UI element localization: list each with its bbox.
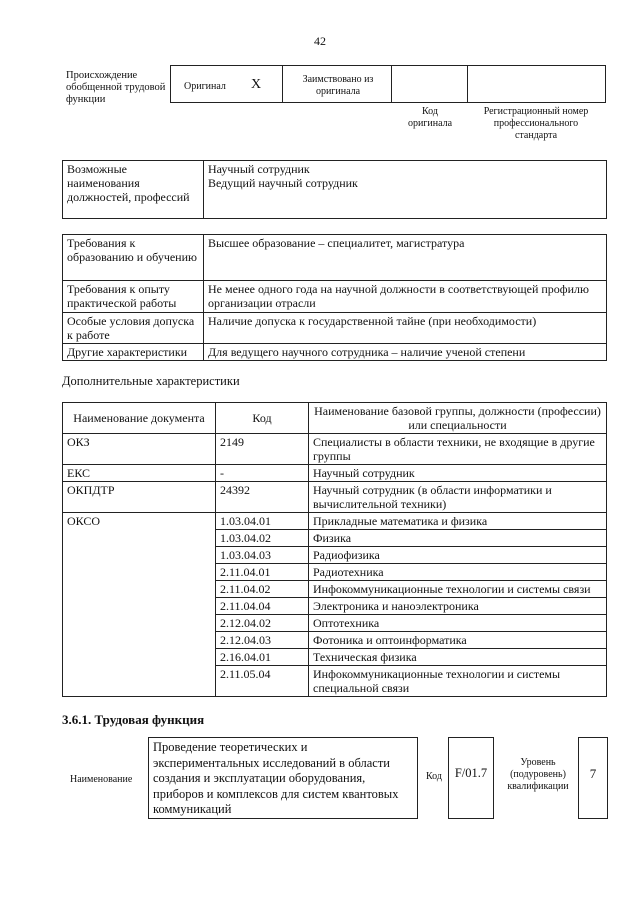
header-code: Код bbox=[216, 403, 309, 434]
req-label-education: Требования к образованию и обучению bbox=[63, 235, 204, 281]
page-number: 42 bbox=[314, 34, 326, 48]
row-code: 24392 bbox=[216, 482, 309, 513]
origin-table bbox=[170, 65, 606, 103]
function-name-value: Проведение теоретических и экспериментальных исследований в области создания и эксплуатации оборудования, приборов и комплексов для систем квантовых коммуникаций bbox=[153, 740, 399, 816]
row-code: - bbox=[216, 465, 309, 482]
additional-title: Дополнительные характеристики bbox=[62, 374, 240, 388]
function-level-label: Уровень (подуровень) квалификации bbox=[507, 757, 569, 792]
requirements-table bbox=[62, 234, 607, 361]
row-code: 1.03.04.03 bbox=[216, 547, 309, 564]
position-item: Научный сотрудник bbox=[208, 162, 310, 176]
row-code: 1.03.04.01 bbox=[216, 513, 309, 530]
row-name: Фотоника и оптоинформатика bbox=[309, 632, 607, 649]
row-code: 2.16.04.01 bbox=[216, 649, 309, 666]
function-code-value: F/01.7 bbox=[454, 766, 488, 780]
req-label-other: Другие характеристики bbox=[63, 344, 204, 361]
row-name: Физика bbox=[309, 530, 607, 547]
borrowed-label: Заимствовано из оригинала bbox=[302, 74, 374, 97]
table-row bbox=[63, 482, 607, 513]
req-value-education: Высшее образование – специалитет, магистратура bbox=[204, 235, 607, 281]
positions-values bbox=[204, 161, 607, 219]
row-code: 2.12.04.03 bbox=[216, 632, 309, 649]
row-code: 2.12.04.02 bbox=[216, 615, 309, 632]
table-row bbox=[63, 465, 607, 482]
req-label-experience: Требования к опыту практической работы bbox=[63, 281, 204, 313]
row-doc: ОКСО bbox=[63, 513, 216, 697]
row-doc: ОКЗ bbox=[63, 434, 216, 465]
origin-label: Происхождение обобщенной трудовой функции bbox=[66, 70, 166, 105]
position-item: Ведущий научный сотрудник bbox=[208, 176, 358, 190]
code-original-caption: Код оригинала bbox=[407, 106, 453, 129]
row-code: 2.11.05.04 bbox=[216, 666, 309, 697]
row-code: 2.11.04.01 bbox=[216, 564, 309, 581]
positions-table bbox=[62, 160, 607, 219]
additional-table bbox=[62, 402, 607, 697]
function-code-label: Код bbox=[426, 771, 442, 782]
original-mark: X bbox=[251, 77, 262, 92]
row-name: Научный сотрудник (в области информатики и вычислительной техники) bbox=[309, 482, 607, 513]
row-name: Оптотехника bbox=[309, 615, 607, 632]
row-doc: ОКПДТР bbox=[63, 482, 216, 513]
table-row bbox=[63, 513, 607, 530]
row-name: Специалисты в области техники, не входящие в другие группы bbox=[309, 434, 607, 465]
row-name: Электроника и наноэлектроника bbox=[309, 598, 607, 615]
row-name: Инфокоммуникационные технологии и системы специальной связи bbox=[309, 666, 607, 697]
req-value-other: Для ведущего научного сотрудника – наличие ученой степени bbox=[204, 344, 607, 361]
row-code: 2.11.04.02 bbox=[216, 581, 309, 598]
row-code: 2149 bbox=[216, 434, 309, 465]
row-name: Радиотехника bbox=[309, 564, 607, 581]
row-code: 1.03.04.02 bbox=[216, 530, 309, 547]
row-name: Научный сотрудник bbox=[309, 465, 607, 482]
req-label-conditions: Особые условия допуска к работе bbox=[63, 313, 204, 344]
function-heading: 3.6.1. Трудовая функция bbox=[62, 712, 205, 727]
table-row bbox=[63, 434, 607, 465]
header-document: Наименование документа bbox=[63, 403, 216, 434]
positions-label: Возможные наименования должностей, профессий bbox=[63, 161, 204, 219]
row-code: 2.11.04.04 bbox=[216, 598, 309, 615]
req-value-conditions: Наличие допуска к государственной тайне (при необходимости) bbox=[204, 313, 607, 344]
req-value-experience: Не менее одного года на научной должности в соответствующей профилю организации отрасли bbox=[204, 281, 607, 313]
original-label: Оригинал bbox=[184, 81, 226, 92]
row-name: Техническая физика bbox=[309, 649, 607, 666]
row-doc: ЕКС bbox=[63, 465, 216, 482]
row-name: Радиофизика bbox=[309, 547, 607, 564]
reg-number-caption: Регистрационный номер профессионального стандарта bbox=[483, 106, 589, 141]
header-name: Наименование базовой группы, должности (профессии) или специальности bbox=[309, 403, 607, 434]
row-name: Прикладные математика и физика bbox=[309, 513, 607, 530]
function-name-label: Наименование bbox=[70, 774, 133, 785]
function-level-value: 7 bbox=[589, 766, 597, 781]
row-name: Инфокоммуникационные технологии и системы связи bbox=[309, 581, 607, 598]
